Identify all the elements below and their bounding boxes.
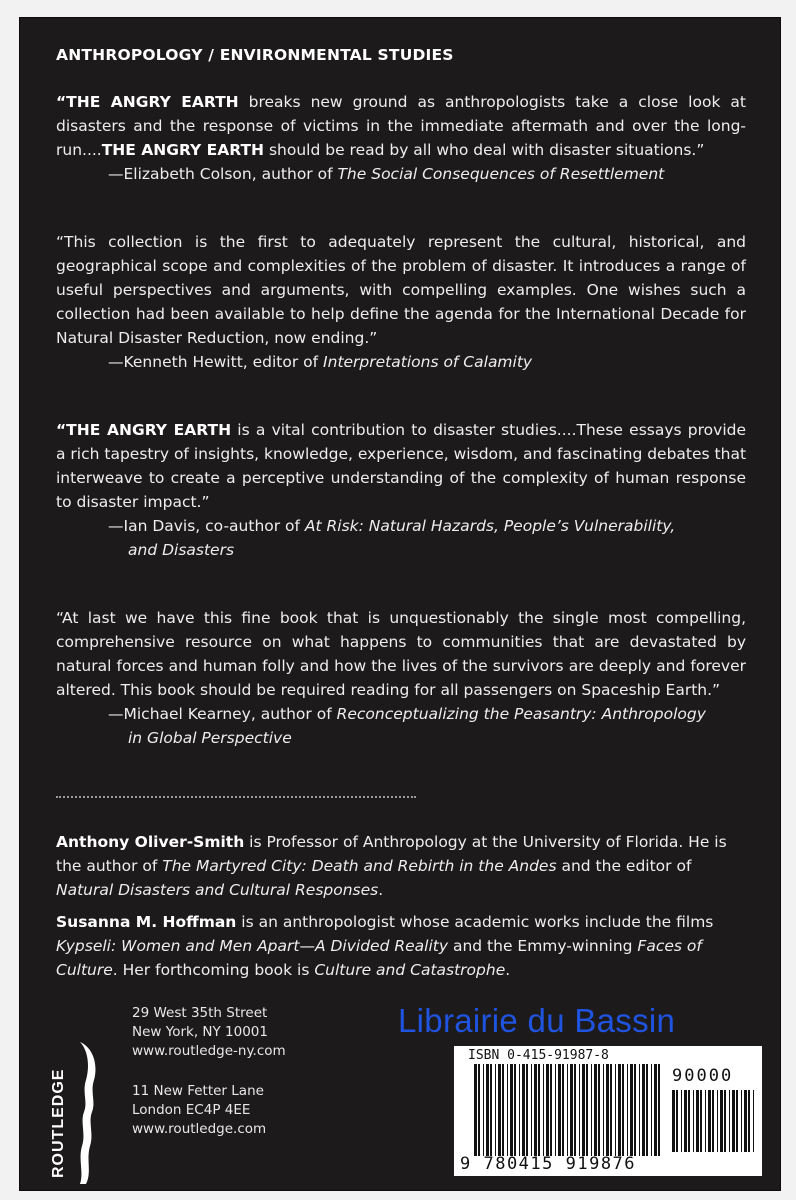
attribution-book-title: Interpretations of Calamity <box>323 353 533 371</box>
barcode-bar <box>591 1064 592 1156</box>
barcode-bar <box>498 1064 501 1156</box>
barcode-bar <box>622 1064 624 1156</box>
author-bio-1 <box>56 830 746 902</box>
quote-text <box>56 90 746 162</box>
barcode-bar <box>538 1064 540 1156</box>
barcode-bar <box>630 1064 633 1156</box>
attribution-author: —Michael Kearney, author of <box>108 705 337 723</box>
barcode-bar <box>618 1064 621 1156</box>
bio-body: . <box>505 961 511 979</box>
quote-attribution <box>56 514 746 562</box>
barcode-bar <box>736 1090 738 1152</box>
barcode-bar <box>732 1090 735 1152</box>
bio-body: is an anthropologist whose academic works include the films <box>236 913 714 931</box>
quote-text <box>56 418 746 514</box>
quote-text <box>56 606 746 702</box>
barcode-bar <box>658 1064 660 1156</box>
barcode-bar <box>510 1064 513 1156</box>
address-london <box>132 1082 266 1139</box>
barcode-bar <box>717 1090 718 1152</box>
attribution-book-title: Reconceptualizing the Peasantry: Anthropology <box>336 705 706 723</box>
barcode-bar <box>598 1064 600 1156</box>
barcode-bar <box>651 1064 652 1156</box>
bio-book-title: Natural Disasters and Cultural Responses <box>56 881 379 899</box>
barcode-bar <box>534 1064 537 1156</box>
barcode-bar <box>514 1064 516 1156</box>
barcode-bar <box>594 1064 597 1156</box>
barcode-bar <box>579 1064 580 1156</box>
barcode-bar <box>483 1064 484 1156</box>
attribution-author: —Ian Davis, co-author of <box>108 517 305 535</box>
barcode-bar <box>478 1064 480 1156</box>
attribution-book-title: The Social Consequences of Resettlement <box>337 165 665 183</box>
bio-name: Susanna M. Hoffman <box>56 913 237 931</box>
barcode-bar <box>696 1090 699 1152</box>
barcode-bar <box>748 1090 750 1152</box>
barcode-bar <box>712 1090 714 1152</box>
barcode-bar <box>507 1064 508 1156</box>
barcode-bar <box>486 1064 489 1156</box>
barcode-bar <box>555 1064 556 1156</box>
watermark-text: Librairie du Bassin <box>398 1002 676 1039</box>
barcode-bar <box>681 1090 682 1152</box>
bio-book-title: Culture and Catastrophe <box>314 961 506 979</box>
quote-text <box>56 230 746 350</box>
barcode-bar <box>570 1064 573 1156</box>
barcode-bar <box>693 1090 694 1152</box>
isbn-number: ISBN 0-415-91987-8 <box>468 1048 609 1063</box>
quote-book-title: “THE ANGRY EARTH <box>56 421 232 439</box>
barcode-bar <box>574 1064 576 1156</box>
bio-book-title: Kypseli: Women and Men Apart—A Divided Reality <box>56 937 449 955</box>
barcode-bar <box>724 1090 726 1152</box>
barcode-bar <box>634 1064 636 1156</box>
ean-number: 9 780415 919876 <box>460 1154 637 1174</box>
address-line: 11 New Fetter Lane <box>132 1083 264 1099</box>
quote-body: should be read by all who deal with disaster situations.” <box>264 141 705 159</box>
category-label: ANTHROPOLOGY / ENVIRONMENTAL STUDIES <box>56 46 454 64</box>
publisher-logo-text: ROUTLEDGE <box>50 1068 67 1178</box>
barcode-bar <box>606 1064 609 1156</box>
bio-book-title: Faces of Culture <box>56 937 702 979</box>
isbn-barcode <box>454 1046 762 1176</box>
publisher-url: www.routledge.com <box>132 1121 267 1137</box>
barcode-bar <box>684 1090 687 1152</box>
review-quote-1 <box>56 90 746 186</box>
barcode-bar <box>586 1064 588 1156</box>
author-bio-2 <box>56 910 746 982</box>
bio-body: . Her forthcoming book is <box>112 961 315 979</box>
barcode-bar <box>603 1064 604 1156</box>
book-back-cover <box>20 18 780 1190</box>
barcode-bar <box>654 1064 657 1156</box>
barcode-bar <box>610 1064 612 1156</box>
barcode-bar <box>550 1064 552 1156</box>
barcode-bar <box>558 1064 561 1156</box>
barcode-bar <box>615 1064 616 1156</box>
barcode-bar <box>495 1064 496 1156</box>
barcode-bar <box>720 1090 723 1152</box>
barcode-bar <box>676 1090 678 1152</box>
dotted-divider <box>56 796 416 798</box>
barcode-bar <box>543 1064 544 1156</box>
address-line: London EC4P 4EE <box>132 1102 251 1118</box>
price-code: 90000 <box>672 1066 734 1086</box>
bio-body: . <box>378 881 384 899</box>
barcode-bar <box>729 1090 730 1152</box>
bio-text <box>56 830 746 902</box>
barcode-bar <box>562 1064 564 1156</box>
review-quote-4 <box>56 606 746 750</box>
barcode-bar <box>490 1064 492 1156</box>
barcode-bar <box>672 1090 675 1152</box>
barcode-bar <box>526 1064 528 1156</box>
bio-body: and the Emmy-winning <box>448 937 638 955</box>
quote-attribution <box>56 162 746 186</box>
barcode-bar <box>627 1064 628 1156</box>
publisher-url: www.routledge-ny.com <box>132 1043 286 1059</box>
attribution-author: —Elizabeth Colson, author of <box>108 165 338 183</box>
quote-body: “At last we have this fine book that is unquestionably the single most compelling, comprehensive resource on what happens to communities that are devastated by natural forces and human folly and how the lives of the survivors are deeply and forever altered. This book should be required reading for all passengers on Spaceship Earth.” <box>56 609 746 699</box>
quote-body: breaks new ground as anthropologists take a close look at disasters and the response of victims in the immediate aftermath and over the long-run.... <box>56 93 746 159</box>
bio-body: and the editor of <box>556 857 692 875</box>
review-quote-2 <box>56 230 746 374</box>
barcode-bar <box>582 1064 585 1156</box>
barcode-bar <box>519 1064 520 1156</box>
quote-body: is a vital contribution to disaster studies....These essays provide a rich tapestry of insights, knowledge, experience, wisdom, and fascinating debates that interweave to create a perceptive understanding of the complexity of human response to disaster impact.” <box>56 421 747 511</box>
quote-body: “This collection is the first to adequately represent the cultural, historical, and geographical scope and complexities of the problem of disaster. It introduces a range of useful perspectives and arguments, with compelling examples. One wishes such a collection had been available to help define the agenda for the International Decade for Natural Disaster Reduction, now ending.” <box>56 233 746 347</box>
attribution-book-title: At Risk: Natural Hazards, People’s Vulnerability, <box>304 517 676 535</box>
attribution-book-title-cont: and Disasters <box>128 541 235 559</box>
quote-attribution <box>56 702 746 750</box>
bio-body: is Professor of Anthropology at the University of Florida. He is the author of <box>56 833 727 875</box>
bio-book-title: The Martyred City: Death and Rebirth in the Andes <box>162 857 557 875</box>
bio-text <box>56 910 746 982</box>
attribution-author: —Kenneth Hewitt, editor of <box>108 353 324 371</box>
barcode-bar <box>546 1064 549 1156</box>
attribution-book-title-cont: in Global Perspective <box>128 729 292 747</box>
barcode-bar <box>741 1090 742 1152</box>
barcode-bar <box>705 1090 706 1152</box>
review-quote-3 <box>56 418 746 562</box>
bio-name: Anthony Oliver-Smith <box>56 833 245 851</box>
address-line: New York, NY 10001 <box>132 1024 268 1040</box>
address-new-york <box>132 1004 286 1061</box>
barcode-bar <box>531 1064 532 1156</box>
barcode-bar <box>474 1064 477 1156</box>
quote-attribution <box>56 350 746 374</box>
barcode-bar <box>688 1090 690 1152</box>
barcode-bar <box>639 1064 640 1156</box>
barcode-bar <box>642 1064 645 1156</box>
barcode-bar <box>567 1064 568 1156</box>
barcode-bar <box>502 1064 504 1156</box>
quote-book-title: THE ANGRY EARTH <box>101 141 265 159</box>
quote-book-title: “THE ANGRY EARTH <box>56 93 239 111</box>
barcode-bar <box>708 1090 711 1152</box>
barcode-bar <box>522 1064 525 1156</box>
barcode-bar <box>700 1090 702 1152</box>
barcode-bar <box>646 1064 648 1156</box>
address-line: 29 West 35th Street <box>132 1005 268 1021</box>
barcode-bar <box>744 1090 747 1152</box>
barcode-bar <box>753 1090 754 1152</box>
